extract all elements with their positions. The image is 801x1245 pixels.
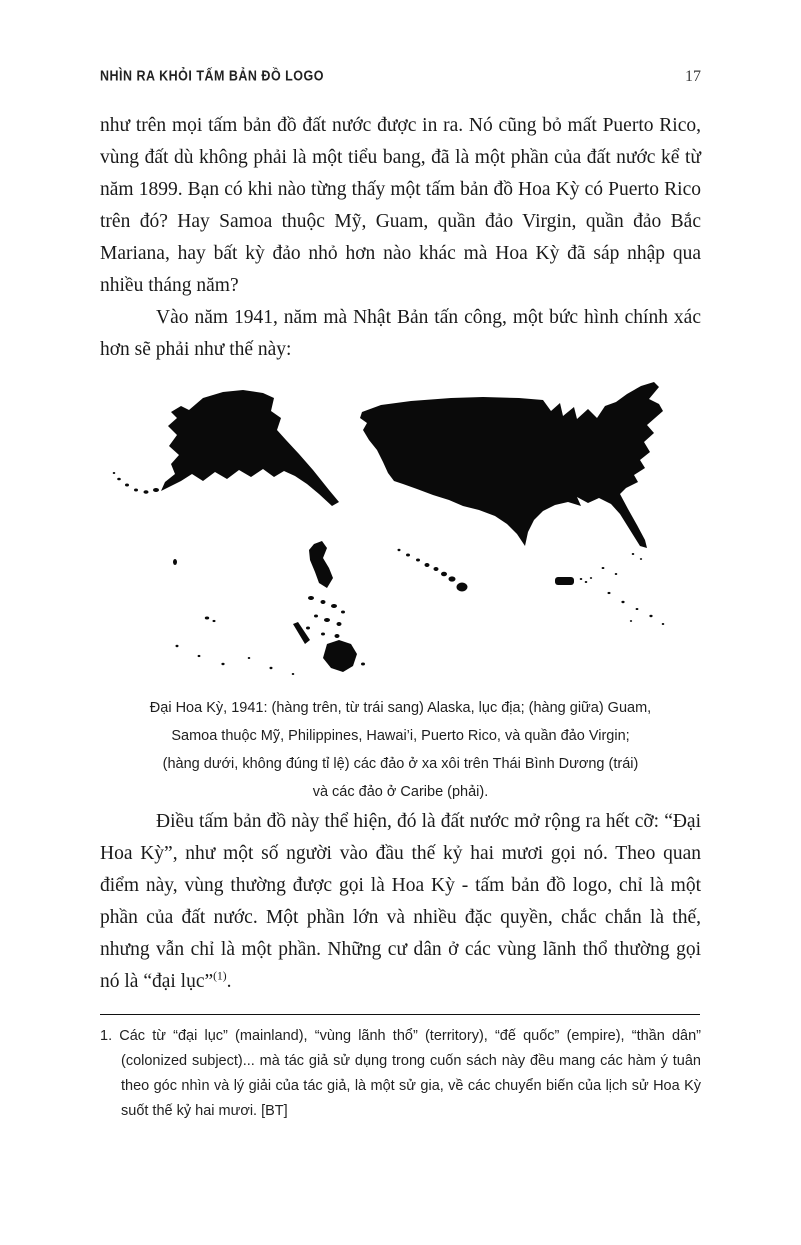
map-caption-line-1: Đại Hoa Kỳ, 1941: (hàng trên, từ trái sang) Alaska, lục địa; (hàng giữa) Guam,: [149, 700, 652, 716]
map-caption-line-4: và các đảo ở Caribe (phải).: [312, 784, 489, 800]
footnote-text: 1. Các từ “đại lục” (mainland), “vùng lãnh thổ” (territory), “đế quốc” (empire), “thần dân” (colonized subject)... mà tác giả sử dụng trong cuốn sách này đều mang các hàm ý tuân theo góc nhìn và lý giải của tác giả, là một sử gia, về các chuyển biến của lịch sử Hoa Kỳ suốt thế kỷ hai mươi. [BT]: [100, 1028, 701, 1119]
map-caption-line-3: (hàng dưới, không đúng tỉ lệ) các đảo ở xa xôi trên Thái Bình Dương (trái): [162, 756, 639, 772]
aleutian-islands-dots: [112, 472, 158, 494]
paragraph-3-text: Điều tấm bản đồ này thể hiện, đó là đất nước mở rộng ra hết cỡ: “Đại Hoa Kỳ”, như một số người vào đầu thế kỷ hai mươi gọi nó. Theo quan điểm này, vùng thường được gọi là Hoa Kỳ - tấm bản đồ logo, chỉ là một phần của đất nước. Một phần lớn và nhiều đặc quyền, chắc chắn là thế, nhưng vẫn chỉ là một phần. Những cư dân ở các vùng lãnh thổ thường gọi nó là “đại lục”: [100, 811, 701, 992]
page-header: [100, 68, 701, 86]
body-text: [100, 110, 701, 1124]
footnote-divider: [100, 1014, 700, 1015]
paragraph-2: Vào năm 1941, năm mà Nhật Bản tấn công, một bức hình chính xác hơn sẽ phải như thế này:: [100, 307, 701, 360]
map-caption: [111, 694, 691, 806]
footnote-reference: (1): [213, 970, 227, 983]
paragraph-3: [100, 806, 701, 998]
puerto-rico-silhouette: [555, 577, 574, 585]
greater-united-states-map: [111, 378, 691, 688]
american-samoa-dots: [204, 617, 215, 623]
map-caption-line-2: Samoa thuộc Mỹ, Philippines, Hawai’i, Puerto Rico, và quần đảo Virgin;: [171, 728, 630, 744]
virgin-islands-dots: [579, 577, 591, 583]
paragraph-3-period: .: [226, 971, 232, 992]
guam-dot: [173, 559, 177, 565]
alaska-silhouette: [161, 390, 339, 506]
greater-us-map-figure: [111, 378, 691, 806]
pacific-islands-dots: [175, 645, 294, 675]
page-number: 17: [685, 68, 701, 85]
paragraph-1: như trên mọi tấm bản đồ đất nước được in ra. Nó cũng bỏ mất Puerto Rico, vùng đất dù không phải là một tiểu bang, đã là một phần của đất nước kể từ năm 1899. Bạn có khi nào từng thấy một tấm bản đồ Hoa Kỳ có Puerto Rico trên đó? Hay Samoa thuộc Mỹ, Guam, quần đảo Virgin, quần đảo Bắc Mariana, hay bất kỳ đảo nhỏ hơn nào khác mà Hoa Kỳ đã sáp nhập qua nhiều tháng năm?: [100, 115, 701, 296]
running-title: NHÌN RA KHỎI TẤM BẢN ĐỒ LOGO: [100, 67, 324, 84]
philippines-silhouette: [293, 541, 365, 672]
mainland-us-silhouette: [360, 382, 663, 560]
caribbean-islands-dots: [601, 567, 664, 625]
hawaii-islands-dots: [397, 549, 467, 592]
